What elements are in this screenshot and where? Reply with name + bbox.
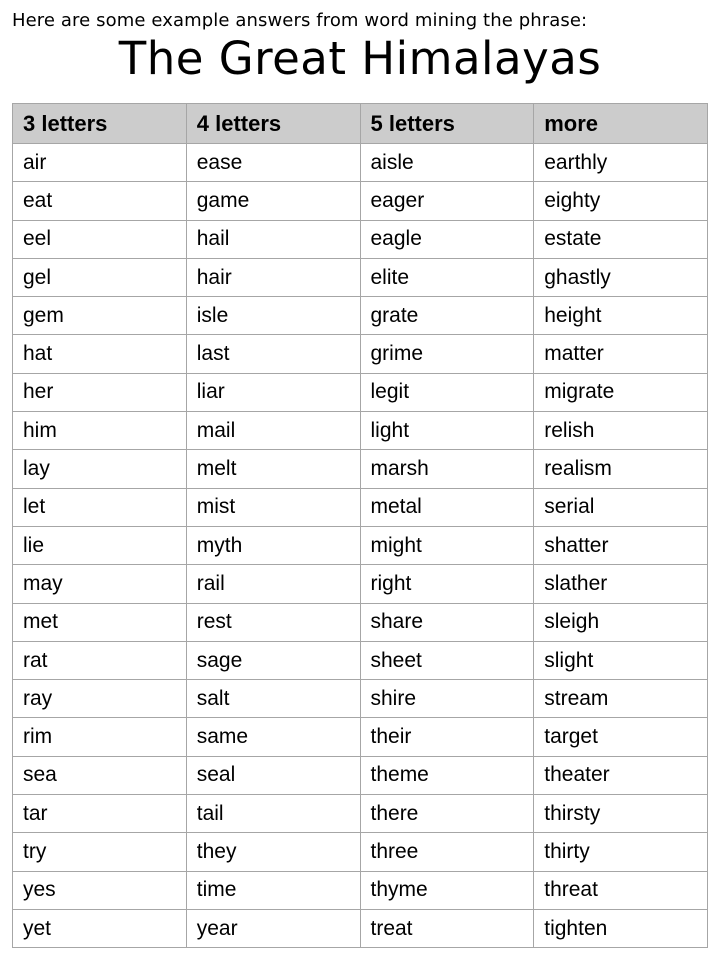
table-cell: yet — [13, 909, 187, 947]
table-row — [13, 488, 708, 526]
table-cell: tail — [186, 795, 360, 833]
table-cell: relish — [534, 412, 708, 450]
table-row — [13, 450, 708, 488]
table-cell: let — [13, 488, 187, 526]
table-cell: gem — [13, 297, 187, 335]
table-cell: might — [360, 526, 534, 564]
table-cell: myth — [186, 526, 360, 564]
table-cell: thirty — [534, 833, 708, 871]
intro-text: Here are some example answers from word mining the phrase: — [12, 10, 588, 31]
table-cell: thirsty — [534, 795, 708, 833]
table-cell: grate — [360, 297, 534, 335]
table-cell: liar — [186, 373, 360, 411]
table-cell: rail — [186, 565, 360, 603]
table-cell: serial — [534, 488, 708, 526]
table-cell: gel — [13, 258, 187, 296]
table-row — [13, 909, 708, 947]
table-cell: earthly — [534, 144, 708, 182]
table-cell: ray — [13, 680, 187, 718]
table-row — [13, 795, 708, 833]
table-cell: metal — [360, 488, 534, 526]
table-cell: shatter — [534, 526, 708, 564]
table-cell: eager — [360, 182, 534, 220]
table-cell: marsh — [360, 450, 534, 488]
column-header: more — [534, 104, 708, 144]
table-cell: realism — [534, 450, 708, 488]
table-row — [13, 144, 708, 182]
table-cell: same — [186, 718, 360, 756]
table-cell: migrate — [534, 373, 708, 411]
table-cell: eagle — [360, 220, 534, 258]
table-row — [13, 526, 708, 564]
table-cell: met — [13, 603, 187, 641]
table-cell: her — [13, 373, 187, 411]
table-cell: eat — [13, 182, 187, 220]
table-cell: lay — [13, 450, 187, 488]
table-row — [13, 871, 708, 909]
table-row — [13, 680, 708, 718]
table-cell: height — [534, 297, 708, 335]
table-cell: isle — [186, 297, 360, 335]
table-cell: treat — [360, 909, 534, 947]
table-cell: their — [360, 718, 534, 756]
table-row — [13, 641, 708, 679]
table-cell: ghastly — [534, 258, 708, 296]
table-cell: mist — [186, 488, 360, 526]
table-cell: shire — [360, 680, 534, 718]
table-cell: estate — [534, 220, 708, 258]
table-cell: theater — [534, 756, 708, 794]
table-cell: sheet — [360, 641, 534, 679]
table-cell: melt — [186, 450, 360, 488]
table-cell: right — [360, 565, 534, 603]
table-row — [13, 220, 708, 258]
table-cell: elite — [360, 258, 534, 296]
table-cell: light — [360, 412, 534, 450]
table-row — [13, 373, 708, 411]
table-cell: thyme — [360, 871, 534, 909]
table-cell: may — [13, 565, 187, 603]
table-cell: air — [13, 144, 187, 182]
table-cell: sea — [13, 756, 187, 794]
table-cell: eel — [13, 220, 187, 258]
table-cell: eighty — [534, 182, 708, 220]
table-cell: share — [360, 603, 534, 641]
table-cell: tighten — [534, 909, 708, 947]
table-cell: slather — [534, 565, 708, 603]
table-row — [13, 565, 708, 603]
table-body — [13, 144, 708, 948]
table-cell: three — [360, 833, 534, 871]
word-table — [12, 103, 708, 948]
table-cell: ease — [186, 144, 360, 182]
table-cell: last — [186, 335, 360, 373]
table-cell: threat — [534, 871, 708, 909]
table-cell: sleigh — [534, 603, 708, 641]
table-cell: rat — [13, 641, 187, 679]
table-cell: stream — [534, 680, 708, 718]
table-cell: tar — [13, 795, 187, 833]
table-row — [13, 603, 708, 641]
table-cell: year — [186, 909, 360, 947]
table-cell: there — [360, 795, 534, 833]
table-cell: hat — [13, 335, 187, 373]
table-cell: matter — [534, 335, 708, 373]
table-cell: time — [186, 871, 360, 909]
table-header-row — [13, 104, 708, 144]
column-header: 4 letters — [186, 104, 360, 144]
table-cell: legit — [360, 373, 534, 411]
table-cell: him — [13, 412, 187, 450]
column-header: 5 letters — [360, 104, 534, 144]
table-row — [13, 718, 708, 756]
table-cell: mail — [186, 412, 360, 450]
table-cell: theme — [360, 756, 534, 794]
table-cell: they — [186, 833, 360, 871]
table-cell: lie — [13, 526, 187, 564]
table-cell: sage — [186, 641, 360, 679]
table-cell: hair — [186, 258, 360, 296]
table-cell: hail — [186, 220, 360, 258]
table-row — [13, 182, 708, 220]
table-cell: yes — [13, 871, 187, 909]
table-row — [13, 258, 708, 296]
column-header: 3 letters — [13, 104, 187, 144]
table-cell: rim — [13, 718, 187, 756]
table-row — [13, 412, 708, 450]
table-cell: slight — [534, 641, 708, 679]
page-title: The Great Himalayas — [118, 32, 602, 85]
table-cell: aisle — [360, 144, 534, 182]
table-cell: rest — [186, 603, 360, 641]
table-row — [13, 833, 708, 871]
table-cell: salt — [186, 680, 360, 718]
table-cell: game — [186, 182, 360, 220]
table-cell: grime — [360, 335, 534, 373]
table-cell: target — [534, 718, 708, 756]
table-cell: seal — [186, 756, 360, 794]
table-row — [13, 756, 708, 794]
table-row — [13, 297, 708, 335]
table-row — [13, 335, 708, 373]
table-cell: try — [13, 833, 187, 871]
